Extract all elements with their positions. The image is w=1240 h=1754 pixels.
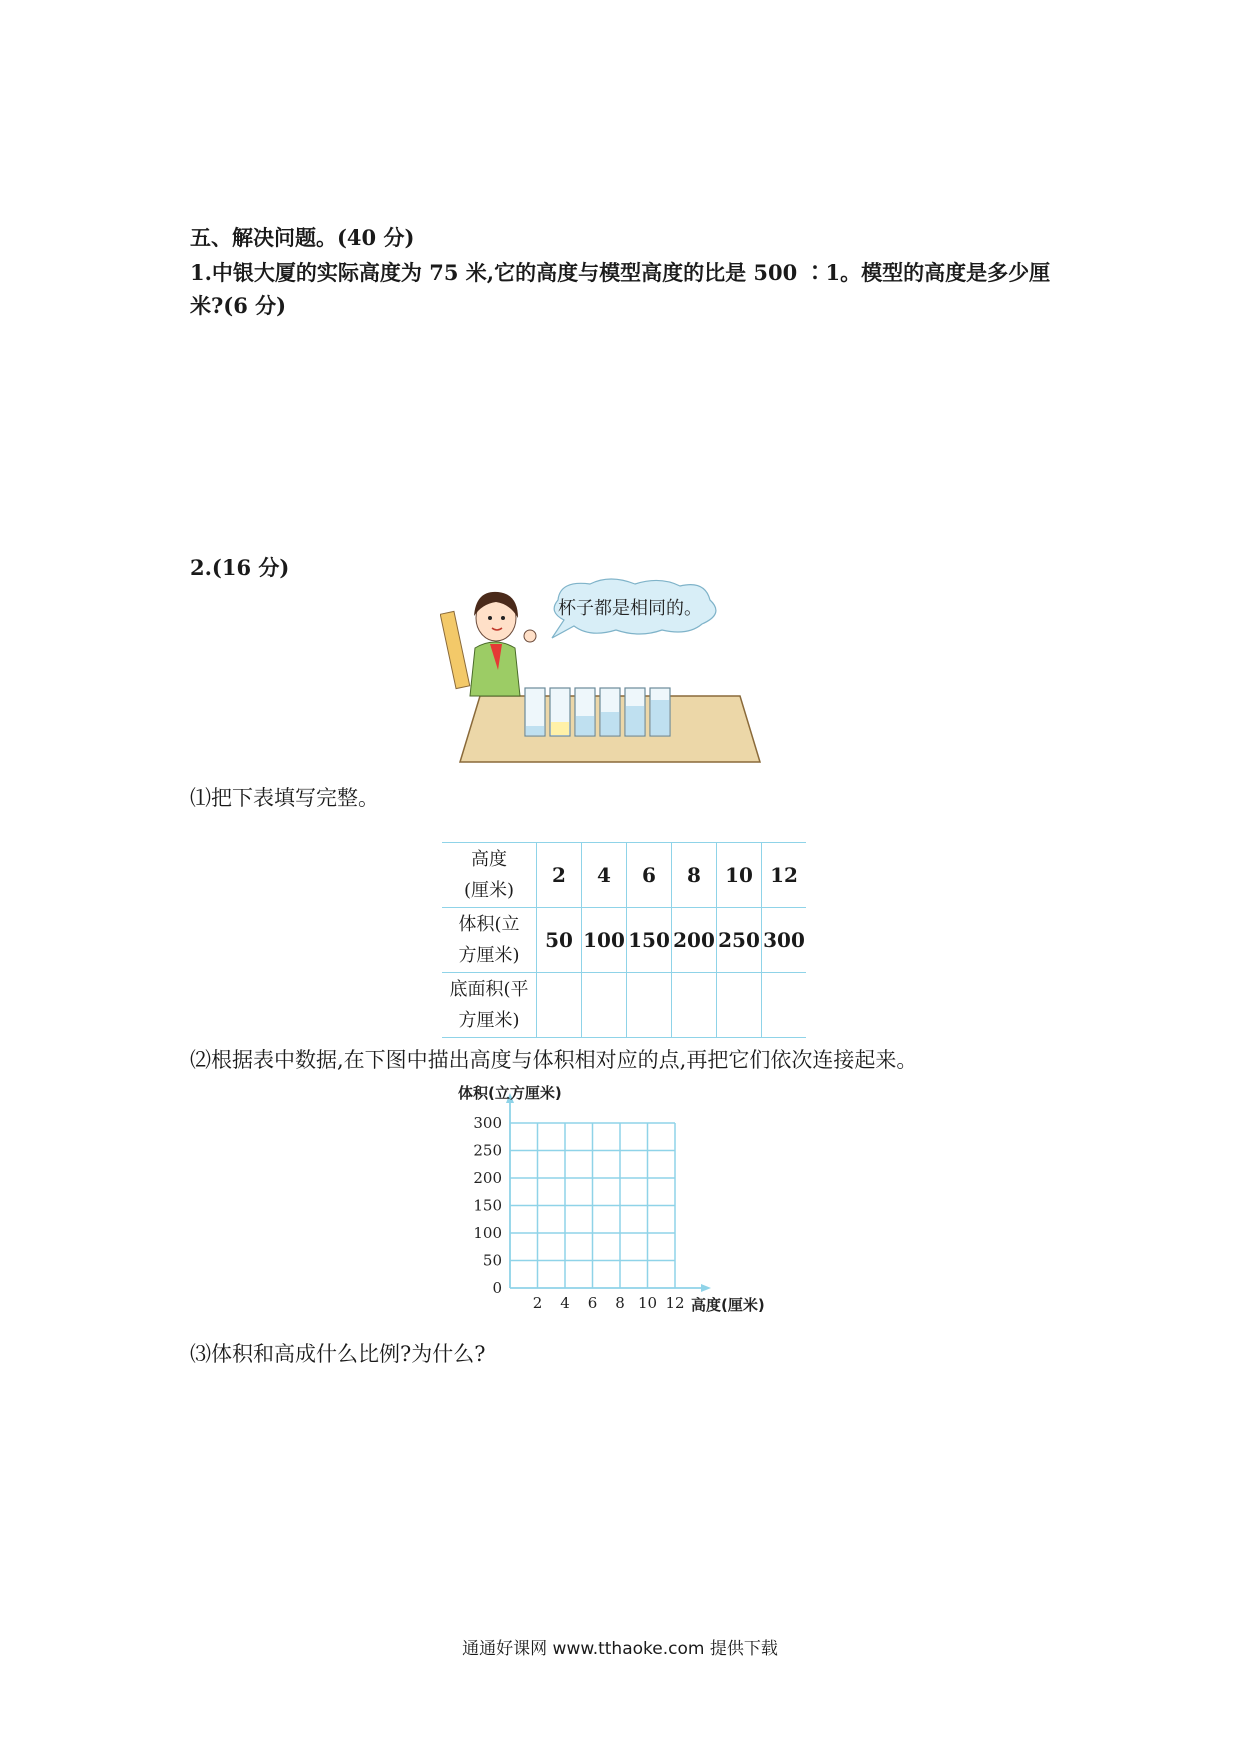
row-header: 高度 (厘米) bbox=[442, 843, 537, 908]
table-cell bbox=[582, 973, 627, 1038]
y-tick-label: 300 bbox=[473, 1114, 502, 1132]
x-axis-label: 高度(厘米) bbox=[691, 1296, 765, 1314]
y-tick-label: 100 bbox=[473, 1224, 502, 1242]
x-tick-label: 6 bbox=[587, 1294, 598, 1312]
question-2-part-1: ⑴把下表填写完整。 bbox=[190, 786, 379, 810]
question-2-label: 2.(16 分) bbox=[190, 555, 290, 580]
table-cell: 100 bbox=[582, 908, 627, 973]
y-tick-label: 200 bbox=[473, 1169, 502, 1187]
speech-bubble-text: 杯子都是相同的。 bbox=[558, 598, 702, 619]
height-volume-table bbox=[442, 842, 806, 1038]
row-header: 体积(立 方厘米) bbox=[442, 908, 537, 973]
table-cell: 150 bbox=[627, 908, 672, 973]
x-tick-label: 12 bbox=[665, 1294, 685, 1312]
table-cell bbox=[717, 973, 762, 1038]
section-title: 五、解决问题。(40 分) bbox=[190, 225, 415, 250]
table-cell: 10 bbox=[717, 843, 762, 908]
y-tick-label: 150 bbox=[473, 1196, 502, 1215]
row-header: 底面积(平 方厘米) bbox=[442, 973, 537, 1038]
table-cell bbox=[627, 973, 672, 1038]
y-tick-label: 250 bbox=[473, 1141, 502, 1160]
table-cell: 50 bbox=[537, 908, 582, 973]
footer-credit: 通通好课网 www.tthaoke.com 提供下载 bbox=[462, 1639, 778, 1659]
table-row bbox=[442, 843, 806, 908]
table-row bbox=[442, 973, 806, 1038]
y-axis-label: 体积(立方厘米) bbox=[458, 1084, 562, 1102]
blank-volume-height-chart bbox=[450, 1080, 800, 1330]
girl-with-cups-illustration bbox=[440, 578, 780, 770]
table-row bbox=[442, 908, 806, 973]
y-tick-label: 50 bbox=[482, 1251, 502, 1270]
table-cell bbox=[762, 973, 807, 1038]
table-cell: 4 bbox=[582, 843, 627, 908]
question-2-part-2: ⑵根据表中数据,在下图中描出高度与体积相对应的点,再把它们依次连接起来。 bbox=[190, 1048, 918, 1072]
question-2-part-3: ⑶体积和高成什么比例?为什么? bbox=[190, 1342, 486, 1366]
table-cell: 200 bbox=[672, 908, 717, 973]
y-tick-label: 0 bbox=[492, 1279, 502, 1297]
table-cell bbox=[537, 973, 582, 1038]
x-axis-arrow bbox=[701, 1284, 711, 1292]
table-cell: 250 bbox=[717, 908, 762, 973]
x-tick-label: 10 bbox=[637, 1294, 658, 1312]
table-cell: 12 bbox=[762, 843, 807, 908]
table-cell: 300 bbox=[762, 908, 807, 973]
table-cell: 2 bbox=[537, 843, 582, 908]
table-cell: 8 bbox=[672, 843, 717, 908]
x-tick-label: 4 bbox=[560, 1294, 570, 1312]
table-cell bbox=[672, 973, 717, 1038]
x-tick-label: 2 bbox=[532, 1294, 543, 1312]
x-tick-label: 8 bbox=[615, 1294, 625, 1312]
table-cell: 6 bbox=[627, 843, 672, 908]
question-1: 1.中银大厦的实际高度为 75 米,它的高度与模型高度的比是 500 ∶1。模型的高度是多少厘米?(6 分) bbox=[190, 260, 1051, 318]
